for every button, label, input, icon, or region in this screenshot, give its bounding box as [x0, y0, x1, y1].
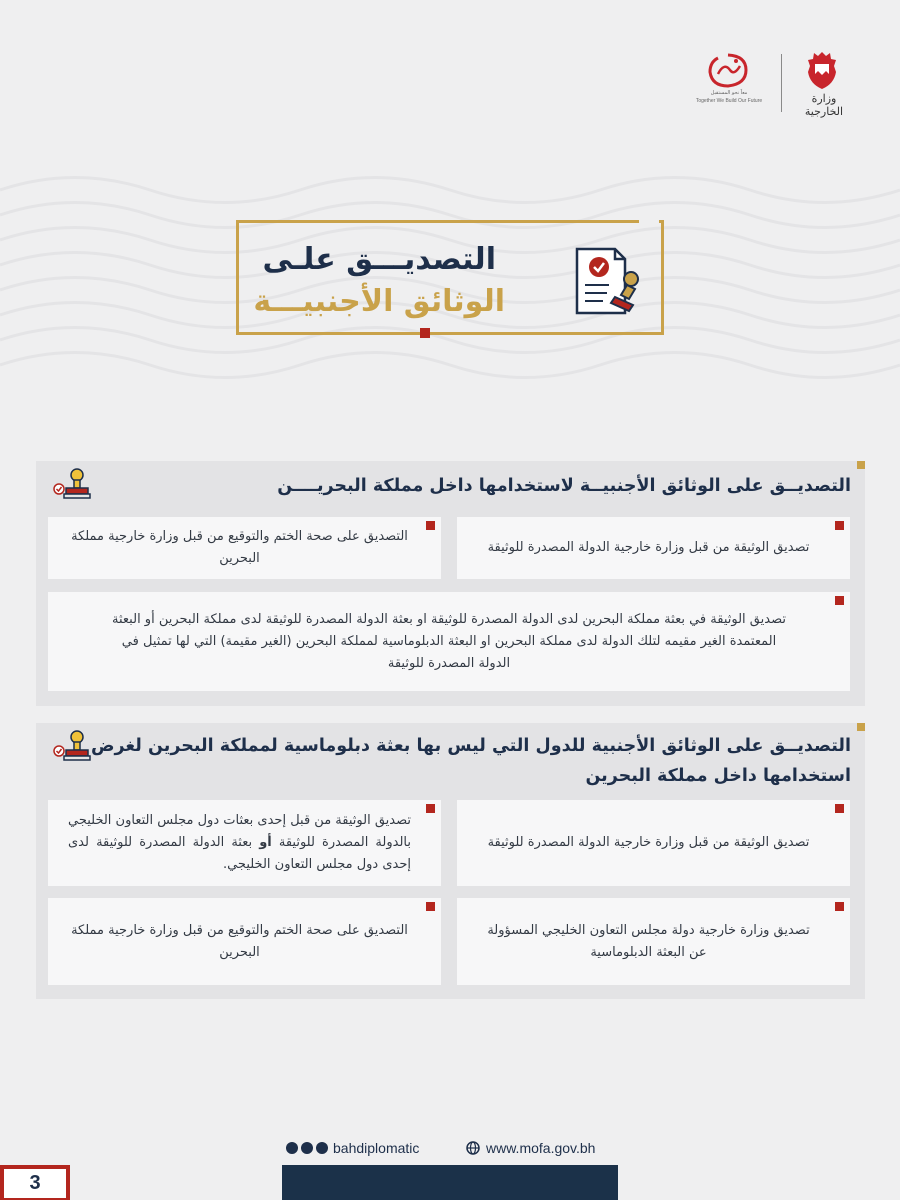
bahrain-crest-icon [806, 50, 838, 90]
step-text: تصديق الوثيقة من قبل وزارة خارجية الدولة المصدرة للوثيقة [487, 835, 810, 850]
step-text-part: تصديق الوثيقة من قبل إحدى بعثات دول مجلس التعاون الخليجي بالدولة المصدرة للوثيقة [68, 813, 411, 850]
step-text-or: أو [259, 835, 272, 850]
campaign-slogan-ar: معاً نحو المستقبل [710, 90, 748, 96]
logo-divider [781, 54, 782, 112]
globe-icon [466, 1141, 480, 1155]
page-number-box [0, 1165, 70, 1200]
x-icon[interactable] [301, 1142, 313, 1154]
stamp-icon [52, 467, 92, 503]
footer-bar [282, 1165, 618, 1200]
step-text-part: بعثة الدولة المصدرة للوثيقة لدى إحدى دول مجلس التعاون الخليجي. [68, 835, 411, 872]
campaign-logo [692, 52, 766, 118]
instagram-icon[interactable] [286, 1142, 298, 1154]
step-text: التصديق على صحة الختم والتوقيع من قبل وزارة خارجية مملكة البحرين [71, 922, 408, 960]
section-marker [857, 461, 865, 469]
step-text: تصديق الوثيقة في بعثة مملكة البحرين لدى الدولة المصدرة للوثيقة او بعثة الدولة المصدرة للوثيقة لدى مملكة البحرين أو البعثة المعتمدة الغير مقيمه لتلك الدولة لدى مملكة البحرين او البعثة الدبلوماسية لمملكة البحرين (الغير مقيمة) التي لها تمثيل في الدولة المصدرة للوثيقة [112, 611, 786, 671]
step-card [457, 800, 850, 886]
stamp-icon [52, 729, 92, 765]
step-card [48, 800, 441, 886]
section-heading: التصديــق على الوثائق الأجنبية للدول التي ليس بها بعثة دبلوماسية لمملكة البحرين لغرض استخدامها داخل مملكة البحرين [91, 736, 851, 786]
page-number: 3 [2, 1167, 68, 1200]
step-text: تصديق وزارة خارجية دولة مجلس التعاون الخليجي المسؤولة عن البعثة الدبلوماسية [487, 922, 810, 960]
header-logos [692, 50, 852, 120]
page-title-line2: الوثائق الأجنبيـــة [253, 284, 505, 319]
page-title-line1: التصديـــق علـى [262, 242, 496, 277]
step-marker [426, 902, 435, 911]
page-title [253, 239, 505, 323]
step-card [457, 517, 850, 579]
title-frame-bead [420, 328, 430, 338]
section-non-represented-countries [36, 723, 865, 999]
youtube-icon[interactable] [316, 1142, 328, 1154]
section-marker [857, 723, 865, 731]
step-marker [835, 521, 844, 530]
website-link[interactable]: www.mofa.gov.bh [486, 1140, 596, 1156]
step-marker [835, 804, 844, 813]
social-handle[interactable]: bahdiplomatic [333, 1140, 420, 1156]
section-heading: التصديــق على الوثائق الأجنبيــة لاستخدامها داخل مملكة البحريــــن [277, 476, 851, 496]
step-marker [426, 804, 435, 813]
section-local-documents [36, 461, 865, 706]
step-text [68, 810, 411, 876]
campaign-mark-icon [706, 52, 750, 90]
step-marker [835, 596, 844, 605]
step-text: تصديق الوثيقة من قبل وزارة خارجية الدولة المصدرة للوثيقة [487, 540, 810, 555]
step-card [48, 898, 441, 985]
footer-links [0, 1138, 900, 1162]
document-stamp-icon [569, 241, 647, 319]
mofa-logo-text: وزارة الخارجية [804, 92, 844, 118]
step-card [457, 898, 850, 985]
mofa-logo [796, 50, 852, 116]
step-marker [835, 902, 844, 911]
campaign-slogan-en: Together We Build Our Future [695, 98, 763, 104]
step-marker [426, 521, 435, 530]
step-card [48, 592, 850, 691]
step-card [48, 517, 441, 579]
step-text: التصديق على صحة الختم والتوقيع من قبل وزارة خارجية مملكة البحرين [71, 529, 408, 566]
title-frame [236, 220, 664, 335]
